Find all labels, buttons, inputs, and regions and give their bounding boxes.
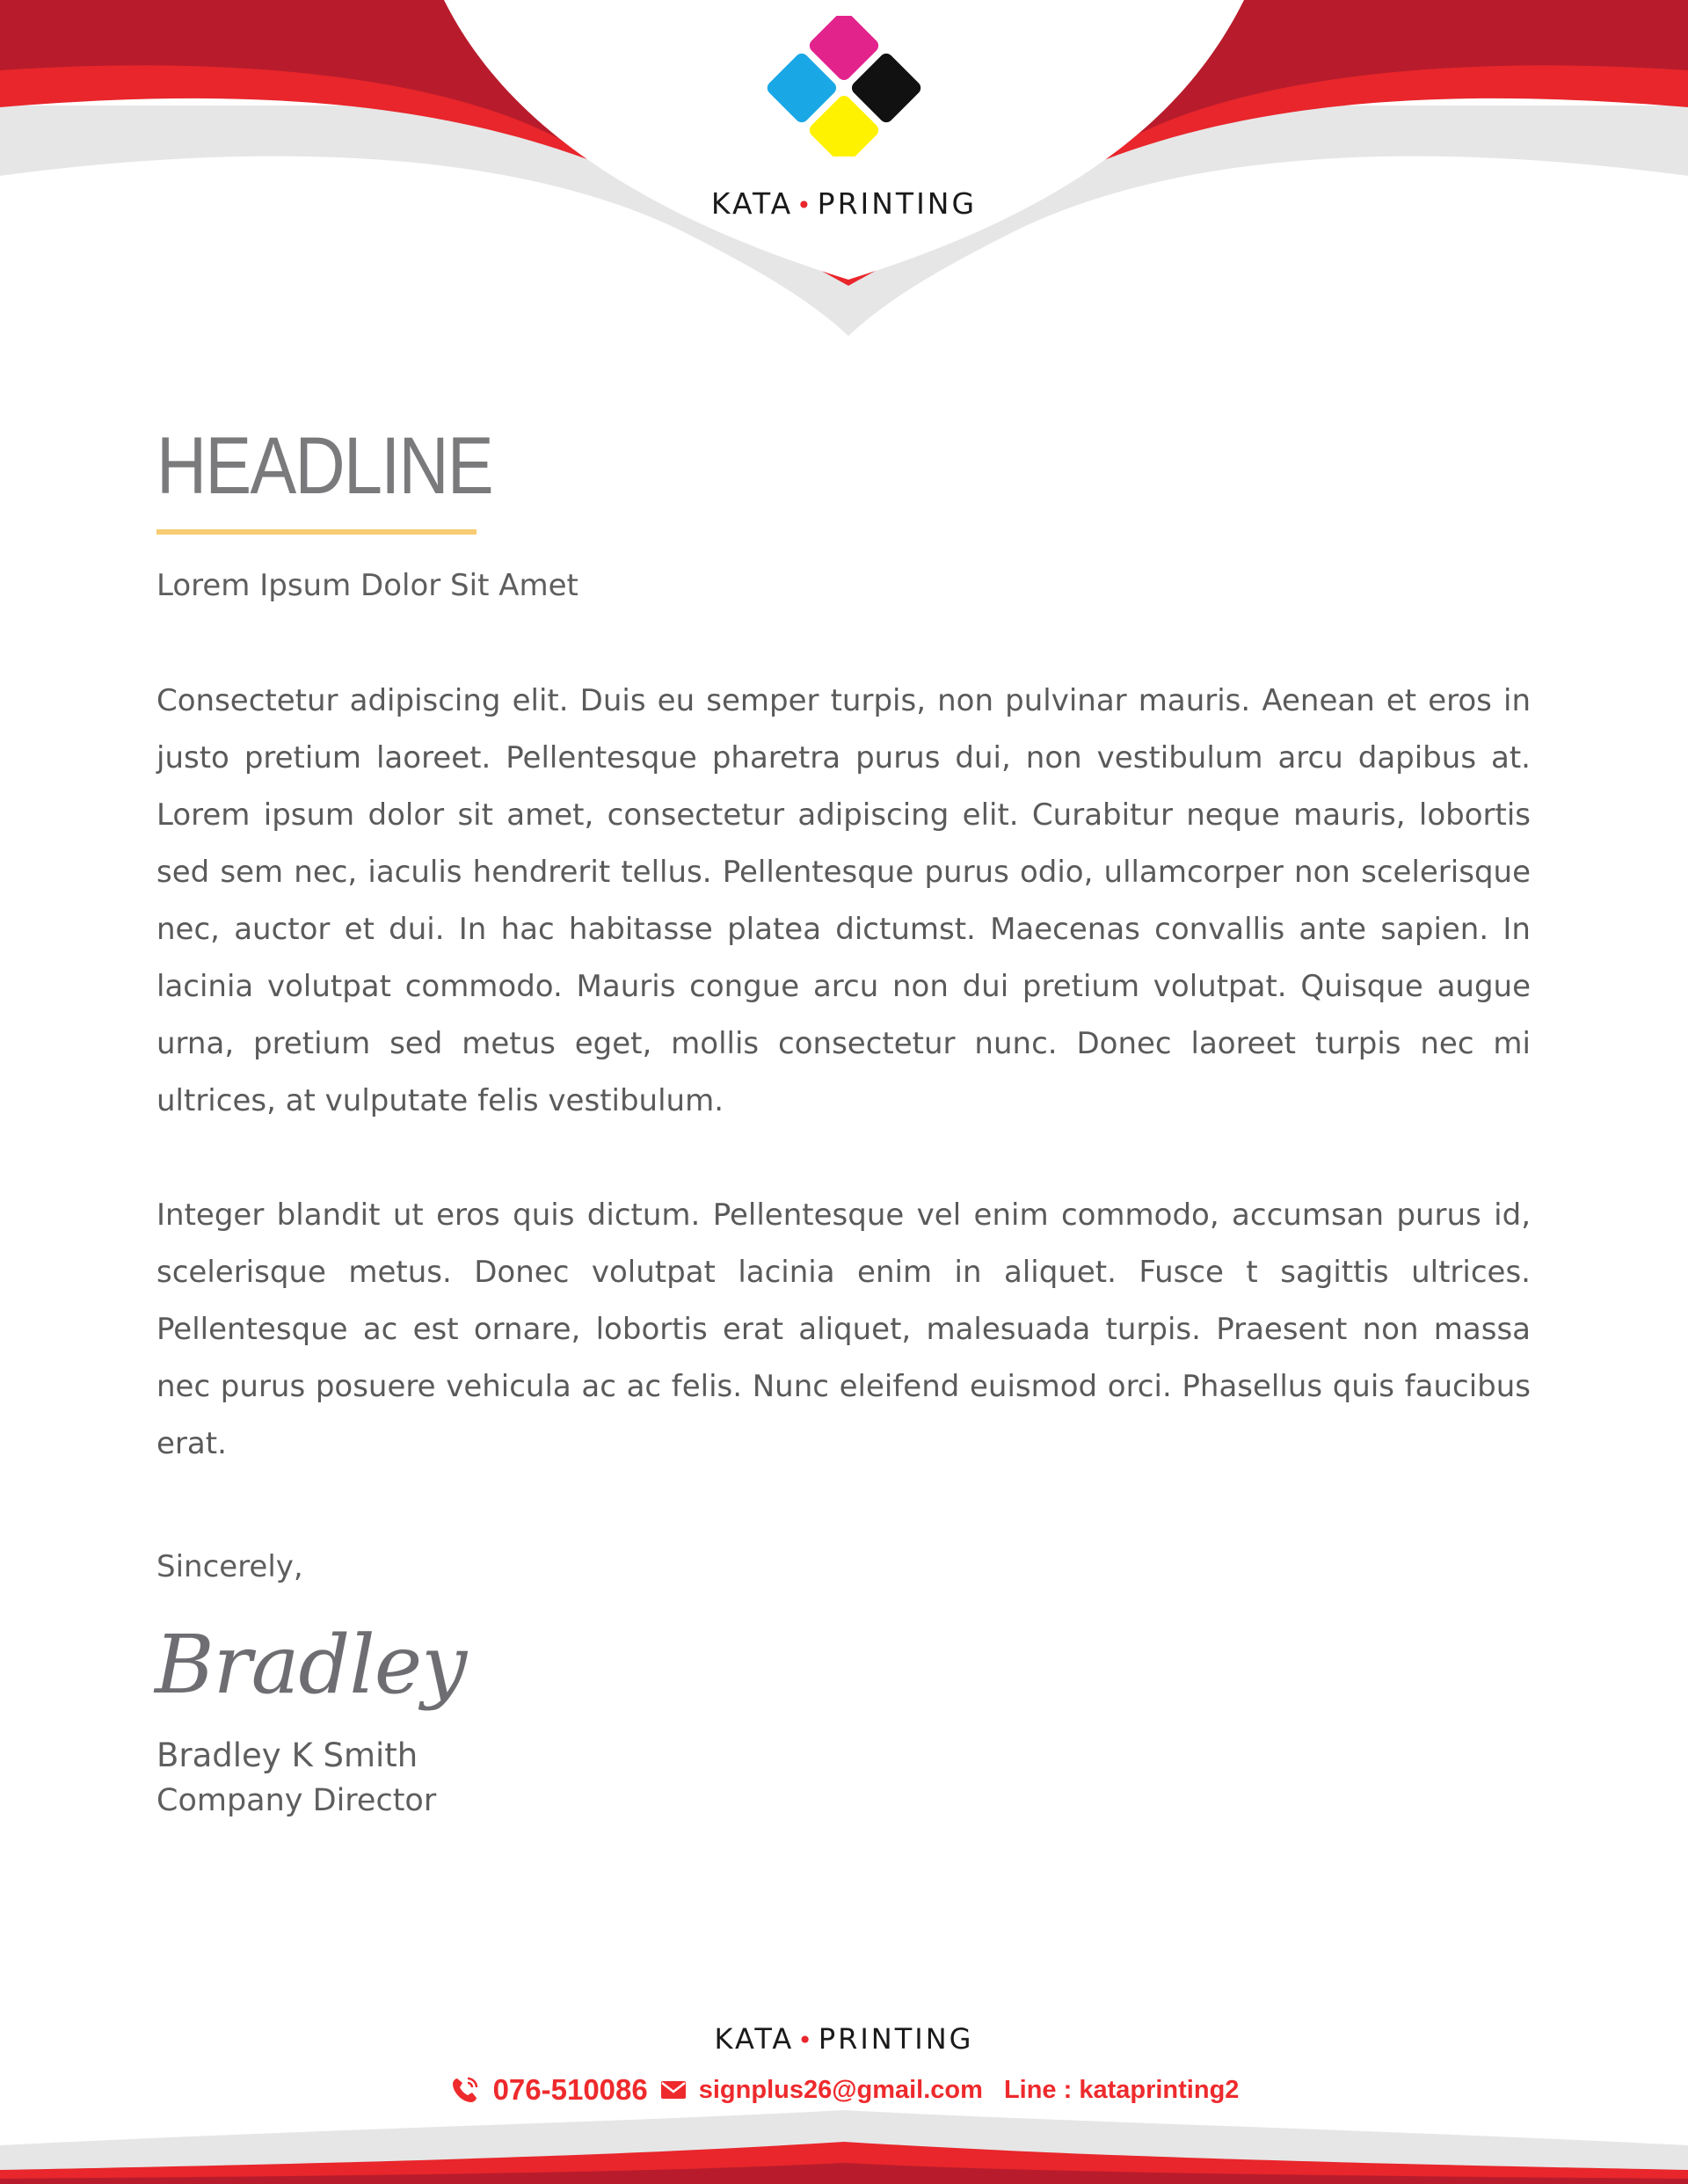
page-title: HEADLINE [156, 421, 492, 511]
body-paragraph-1: Consectetur adipiscing elit. Duis eu semper turpis, non pulvinar mauris. Aenean et eros in justo pretium laoreet. Pellentesque pharetra purus dui, non vestibulum arcu dapibus at. Lorem ipsum dolor sit amet, consectetur adipiscing elit. Curabitur neque mauris, lobortis sed sem nec, iaculis hendrerit tellus. Pellentesque purus odio, ullamcorper non scelerisque nec, auctor et dui. In hac habitasse platea dictumst. Maecenas convallis ante sapien. In lacinia volutpat commodo. Mauris congue arcu non dui pretium volutpat. Quisque augue urna, pretium sed metus eget, mollis consectetur nunc. Donec laoreet turpis nec mi ultrices, at vulputate felis vestibulum. [156, 683, 1531, 1118]
footer-brand-separator: • [797, 2026, 815, 2055]
cmyk-diamond-logo-icon [747, 16, 950, 157]
signer-name: Bradley K Smith [156, 1736, 418, 1774]
brand-name-header [615, 186, 1073, 221]
contact-info [413, 2068, 1275, 2112]
contact-email[interactable]: signplus26@gmail.com [698, 2075, 983, 2104]
phone-icon [449, 2074, 481, 2106]
closing-salutation: Sincerely, [156, 1549, 303, 1584]
brand-separator: • [797, 191, 814, 220]
subtitle: Lorem Ipsum Dolor Sit Amet [156, 568, 578, 603]
signer-title: Company Director [156, 1783, 437, 1818]
footer-brand-right: PRINTING [818, 2022, 974, 2056]
envelope-icon [660, 2080, 687, 2100]
brand-name-right: PRINTING [817, 186, 978, 221]
footer-brand-left: KATA [714, 2022, 795, 2056]
contact-line-id[interactable]: Line : kataprinting2 [1003, 2075, 1240, 2104]
footer-wave-decoration [0, 2110, 1688, 2184]
brand-name-left: KATA [710, 186, 794, 221]
contact-phone[interactable]: 076-510086 [492, 2073, 648, 2106]
handwritten-signature: Bradley [155, 1618, 467, 1712]
body-paragraph-2: Integer blandit ut eros quis dictum. Pellentesque vel enim commodo, accumsan purus id, scelerisque metus. Donec volutpat lacinia enim in aliquet. Fusce t sagittis ultrices. Pellentesque ac est ornare, lobortis erat aliquet, malesuada turpis. Praesent non massa nec purus posuere vehicula ac ac felis. Nunc eleifend euismod orci. Phasellus quis faucibus erat. [156, 1198, 1531, 1461]
brand-name-footer [615, 2022, 1073, 2056]
headline-underline [156, 529, 477, 535]
